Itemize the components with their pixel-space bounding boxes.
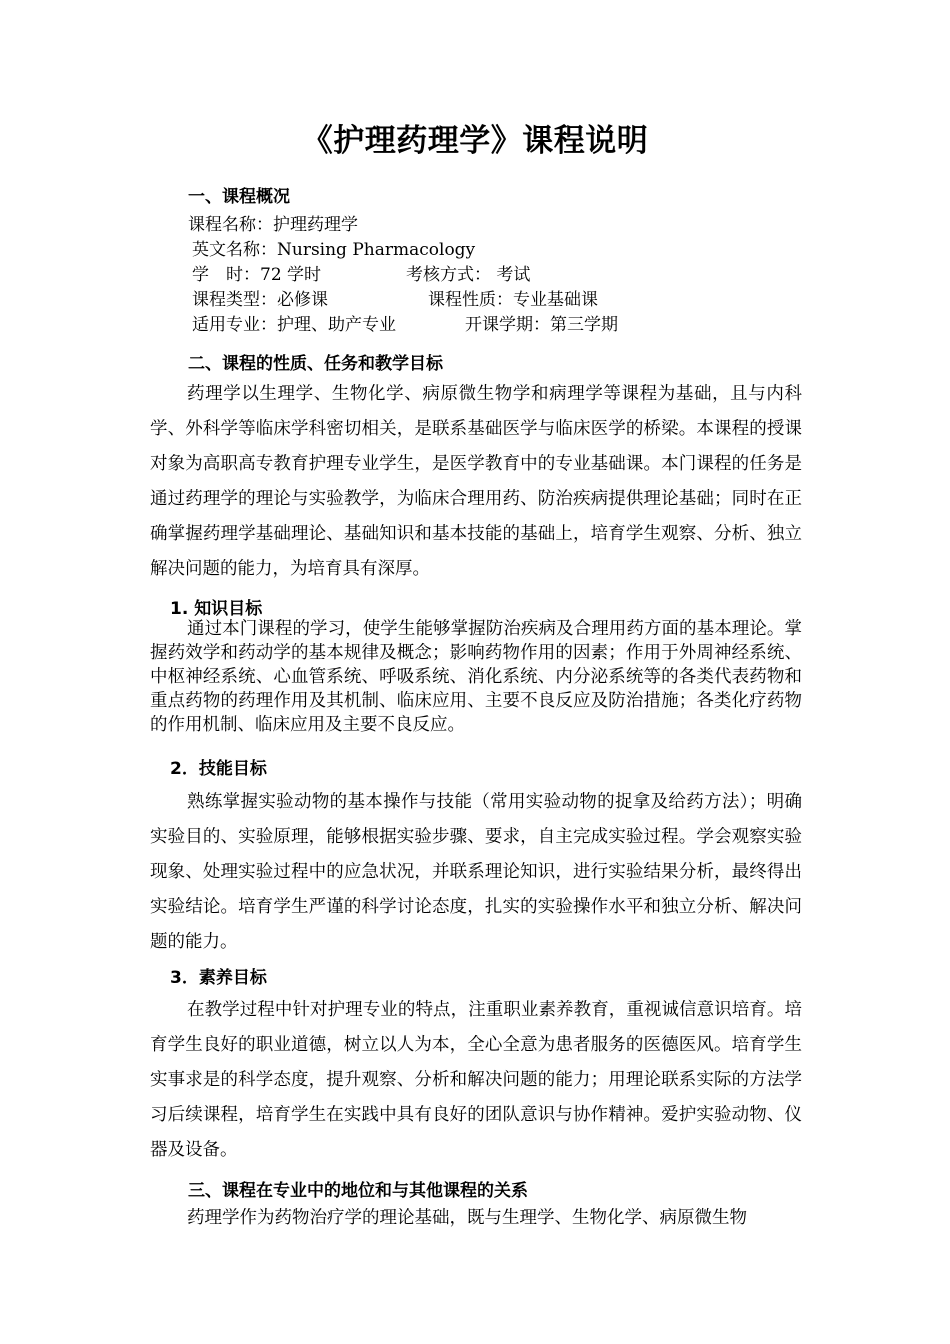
course-type: 课程类型：必修课: [192, 290, 328, 310]
section3-paragraph: 药理学作为药物治疗学的理论基础，既与生理学、生物化学、病原微生物: [187, 1208, 747, 1228]
skill-goal-paragraph: 熟练掌握实验动物的基本操作与技能（常用实验动物的捉拿及给药方法）；明确实验目的、实验原理，能够根据实验步骤、要求，自主完成实验过程。学会观察实验现象、处理实验过程中的应急状况，并联系理论知识，进行实验结果分析，最终得出实验结论。培育学生严谨的科学讨论态度，扎实的实验操作水平和独立分析、解决问题的能力。: [150, 792, 802, 952]
knowledge-goal-heading: 1. 知识目标: [170, 599, 263, 619]
section2-intro-paragraph: 药理学以生理学、生物化学、病原微生物学和病理学等课程为基础，且与内科学、外科学等临床学科密切相关，是联系基础医学与临床医学的桥梁。本课程的授课对象为高职高专教育护理专业学生，是医学教育中的专业基础课。本门课程的任务是通过药理学的理论与实验教学，为临床合理用药、防治疾病提供理论基础；同时在正确掌握药理学基础理论、基础知识和基本技能的基础上，培育学生观察、分析、独立解决问题的能力，为培育具有深厚。: [150, 384, 802, 579]
section1-heading: 一、课程概况: [188, 187, 290, 207]
applicable-major: 适用专业：护理、助产专业: [192, 315, 396, 335]
section3-heading: 三、课程在专业中的地位和与其他课程的关系: [188, 1181, 528, 1201]
semester: 开课学期：第三学期: [465, 315, 618, 335]
quality-goal-paragraph: 在教学过程中针对护理专业的特点，注重职业素养教育，重视诚信意识培育。培育学生良好的职业道德，树立以人为本，全心全意为患者服务的医德医风。培育学生实事求是的科学态度，提升观察、分析和解决问题的能力；用理论联系实际的方法学习后续课程，培育学生在实践中具有良好的团队意识与协作精神。爱护实验动物、仪器及设备。: [150, 1000, 802, 1160]
course-hours: 学 时：72 学时: [192, 265, 322, 285]
course-nature: 课程性质：专业基础课: [428, 290, 598, 310]
section2-heading: 二、课程的性质、任务和教学目标: [188, 354, 443, 374]
page-title: 《护理药理学》课程说明: [301, 123, 649, 159]
assessment-method: 考核方式： 考试: [406, 265, 531, 285]
course-name: 课程名称：护理药理学: [188, 215, 358, 235]
knowledge-goal-paragraph: 通过本门课程的学习，使学生能够掌握防治疾病及合理用药方面的基本理论。掌握药效学和药动学的基本规律及概念；影响药物作用的因素；作用于外周神经系统、中枢神经系统、心血管系统、呼吸系统、消化系统、内分泌系统等的各类代表药物和重点药物的药理作用及其机制、临床应用、主要不良反应及防治措施；各类化疗药物的作用机制、临床应用及主要不良反应。: [150, 619, 802, 735]
english-name: 英文名称：Nursing Pharmacology: [192, 240, 476, 260]
skill-goal-heading: 2．技能目标: [170, 759, 267, 779]
quality-goal-heading: 3．素养目标: [170, 968, 267, 988]
